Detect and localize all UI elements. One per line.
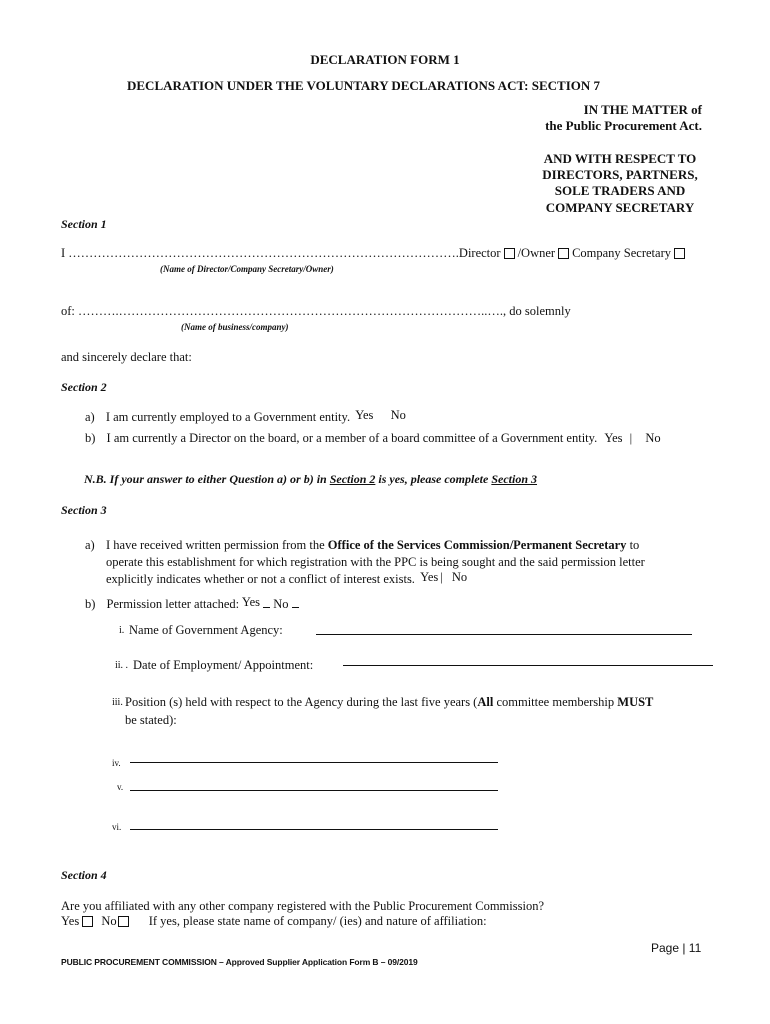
positions-line-1 <box>125 695 653 710</box>
section-3b <box>85 597 299 612</box>
affiliation-yes-label: Yes <box>61 914 80 928</box>
section-3a-marker: a) <box>85 538 95 552</box>
business-name-field[interactable]: of: ……….……………………………………………………………………………..…., do solemnly <box>61 304 571 318</box>
question-2a-marker: a) <box>85 410 95 424</box>
positions-text-mid: committee membership <box>493 695 618 709</box>
positions-text-pre: Position (s) held with respect to the Agency during the last five years ( <box>125 695 478 709</box>
owner-checkbox[interactable] <box>558 248 569 259</box>
respect-line-3: SOLE TRADERS AND <box>554 183 686 198</box>
agency-name-label: Name of Government Agency: <box>129 623 283 637</box>
section-3a-bold: Office of the Services Commission/Permanent Secretary <box>327 538 627 552</box>
business-caption: (Name of business/company) <box>181 322 289 332</box>
item-v-number: v. <box>117 782 124 792</box>
affiliation-answers <box>61 914 487 929</box>
section-3a-text-post: to <box>629 538 640 552</box>
section-3b-no[interactable]: No <box>273 597 289 611</box>
question-2b-marker: b) <box>85 431 96 445</box>
section-3a-text-pre: I have received written permission from the <box>106 538 325 552</box>
section-3b-marker: b) <box>85 597 96 611</box>
form-title: DECLARATION FORM 1 <box>310 52 460 67</box>
section-1-heading: Section 1 <box>61 217 107 231</box>
positions-bold-must: MUST <box>617 695 654 709</box>
agency-name-field[interactable] <box>316 634 692 635</box>
question-2a-text: I am currently employed to a Government entity. <box>105 410 351 424</box>
affiliation-no-label: No <box>101 914 117 928</box>
position-vi-field[interactable] <box>130 829 498 830</box>
nb-note <box>84 472 537 487</box>
section-3a-line-1 <box>106 538 639 553</box>
position-v-field[interactable] <box>130 790 498 791</box>
company-secretary-label: Company Secretary <box>572 246 671 260</box>
page-number: Page | 11 <box>651 941 702 955</box>
position-iv-field[interactable] <box>130 762 498 763</box>
matter-line-2: the Public Procurement Act. <box>545 118 702 133</box>
affiliation-yes-checkbox[interactable] <box>82 916 93 927</box>
nb-section-2-link[interactable]: Section 2 <box>329 472 376 486</box>
matter-line-1: IN THE MATTER of <box>583 102 702 117</box>
section-3a-yes[interactable]: Yes <box>420 570 439 584</box>
item-iv-number: iv. <box>112 758 121 768</box>
affiliation-follow-up: If yes, please state name of company/ (ies) and nature of affiliation: <box>148 914 487 928</box>
nb-prefix: N.B. If your answer to either Question a) or b) in <box>84 472 327 486</box>
section-4-heading: Section 4 <box>61 868 107 882</box>
section-3b-yes[interactable]: Yes <box>241 595 261 609</box>
positions-line-2: be stated): <box>125 713 177 727</box>
footer-form-reference: PUBLIC PROCUREMENT COMMISSION – Approved Supplier Application Form B – 09/2019 <box>61 957 418 967</box>
name-caption: (Name of Director/Company Secretary/Owner) <box>160 264 334 274</box>
nb-section-3-link[interactable]: Section 3 <box>491 472 538 486</box>
item-vi-number: vi. <box>112 822 122 832</box>
positions-bold-all: All <box>477 695 494 709</box>
item-iii-number: iii. <box>112 697 123 708</box>
owner-label: /Owner <box>517 246 556 260</box>
section-2-heading: Section 2 <box>61 380 107 394</box>
question-2b: b) I am currently a Director on the board, or a member of a board committee of a Government entity. Yes | No <box>85 431 661 445</box>
section-3a-no[interactable]: No <box>451 570 468 584</box>
section-3-heading: Section 3 <box>61 503 107 517</box>
respect-line-4: COMPANY SECRETARY <box>545 200 695 215</box>
affiliation-question: Are you affiliated with any other company registered with the Public Procurement Commission? <box>61 899 544 913</box>
declarant-name-field[interactable]: I ………………………………………………………………………………….Director <box>61 246 501 260</box>
item-i-number: i. <box>119 625 125 636</box>
respect-line-2: DIRECTORS, PARTNERS, <box>542 167 698 182</box>
question-2a-yes[interactable]: Yes <box>355 408 374 422</box>
declare-line: and sincerely declare that: <box>61 350 192 364</box>
declarant-line <box>61 246 688 261</box>
question-2b-no[interactable]: No <box>645 431 661 445</box>
respect-line-1: AND WITH RESPECT TO <box>543 151 697 166</box>
employment-date-field[interactable] <box>343 665 713 666</box>
director-checkbox[interactable] <box>504 248 515 259</box>
question-2a <box>85 410 406 425</box>
employment-date-label: Date of Employment/ Appointment: <box>133 658 314 672</box>
section-3b-text: Permission letter attached: <box>106 597 240 611</box>
question-2a-no[interactable]: No <box>390 408 406 422</box>
form-subtitle: DECLARATION UNDER THE VOLUNTARY DECLARATIONS ACT: SECTION 7 <box>127 78 601 93</box>
item-ii-number: ii. . <box>115 660 129 671</box>
question-2b-yes[interactable]: Yes <box>604 431 623 445</box>
section-3a-line-3: explicitly indicates whether or not a conflict of interest exists. Yes | No <box>106 570 468 586</box>
nb-middle: is yes, please complete <box>378 472 489 486</box>
section-3a-line-2: operate this establishment for which registration with the PPC is being sought and the said permission letter <box>106 555 645 569</box>
section-3a-text-3: explicitly indicates whether or not a conflict of interest exists. <box>106 572 415 586</box>
question-2b-text: I am currently a Director on the board, or a member of a board committee of a Government entity. <box>106 431 598 445</box>
company-secretary-checkbox[interactable] <box>674 248 685 259</box>
affiliation-no-checkbox[interactable] <box>118 916 129 927</box>
